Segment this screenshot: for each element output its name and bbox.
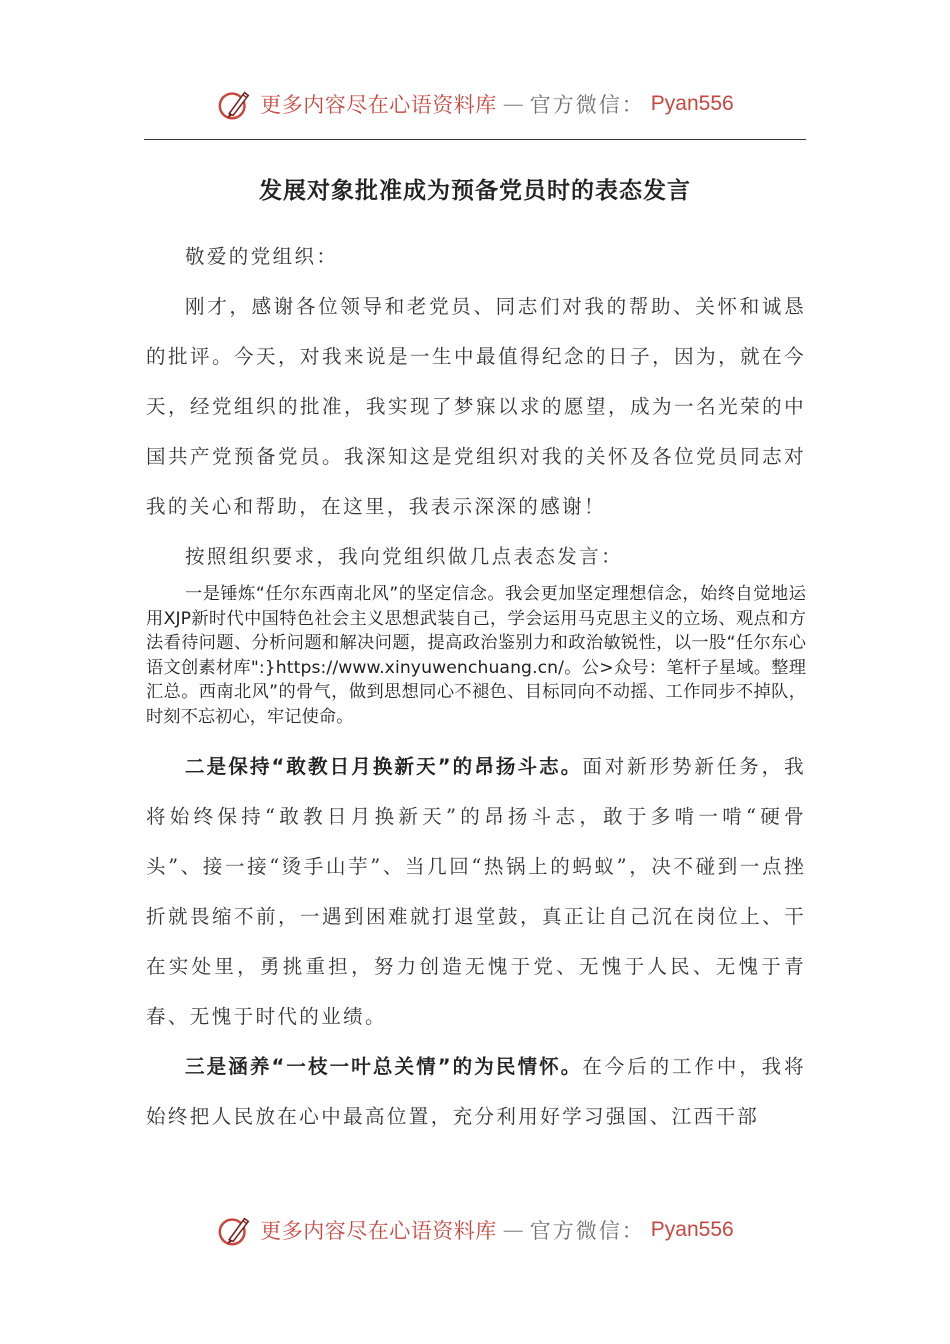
footer-banner-dash: — [502,1218,524,1242]
point-two-lead: 二是保持“敢教日月换新天”的昂扬斗志。 [185,755,583,778]
footer-banner-content [216,1211,733,1249]
header-wechat-label: 官方微信： [529,93,645,117]
pen-nib-circle-logo-icon [216,1211,254,1249]
point-three-lead: 三是涵养“一枝一叶总关情”的为民情怀。 [185,1055,583,1078]
header-wechat-id: Pyan556 [650,92,734,115]
intro-paragraph: 刚才，感谢各位领导和老党员、同志们对我的帮助、关怀和诚恳的批评。今天，对我来说是一生中最值得纪念的日子，因为，就在今天，经党组织的批准，我实现了梦寐以求的愿望，成为一名光荣的中国共产党预备党员。我深知这是党组织对我的关怀及各位党员同志对我的关心和帮助，在这里，我表示深深的感谢！ [146,295,806,518]
point-two-paragraph [146,742,806,1042]
header-banner-content [216,85,733,123]
document-body [146,232,806,1142]
header-banner [0,82,950,126]
header-banner-text: 更多内容尽在心语资料库 [260,93,497,117]
document-title: 发展对象批准成为预备党员时的表态发言 [259,178,691,204]
transition-paragraph: 按照组织要求，我向党组织做几点表态发言： [185,545,624,568]
point-one-paragraph: 一是锤炼“任尔东西南北风”的坚定信念。我会更加坚定理想信念，始终自觉地运用XJP新时代中国特色社会主义思想武装自己，学会运用马克思主义的立场、观点和方法看待问题、分析问题和解决问题，提高政治鉴别力和政治敏锐性，以一股“任尔东心语文创素材库":}https://www.xinyuwenchuang.cn/。公>众号：笔杆子星域。整理汇总。西南北风”的骨气，做到思想同心不褪色、目标同向不动摇、工作同步不掉队，时刻不忘初心，牢记使命。 [146,584,806,727]
point-three-paragraph [146,1042,806,1142]
footer-banner-text: 更多内容尽在心语资料库 [260,1219,497,1243]
point-two-body: 面对新形势新任务，我将始终保持“敢教日月换新天”的昂扬斗志，敢于多啃一啃“硬骨头”、接一接“烫手山芋”、当几回“热锅上的蚂蚁”，决不碰到一点挫折就畏缩不前，一遇到困难就打退堂鼓，真正让自己沉在岗位上、干在实处里，勇挑重担，努力创造无愧于党、无愧于人民、无愧于青春、无愧于时代的业绩。 [146,755,806,1028]
point-three-body: 在今后的工作中，我将始终把人民放在心中最高位置，充分利用好学习强国、江西干部 [146,1055,806,1128]
pen-nib-circle-logo-icon [216,85,254,123]
header-banner-dash: — [502,92,524,116]
footer-wechat-label: 官方微信： [529,1219,645,1243]
salutation: 敬爱的党组织： [185,245,339,268]
header-divider [144,139,806,140]
footer-banner [0,1208,950,1252]
footer-wechat-id: Pyan556 [650,1218,734,1241]
